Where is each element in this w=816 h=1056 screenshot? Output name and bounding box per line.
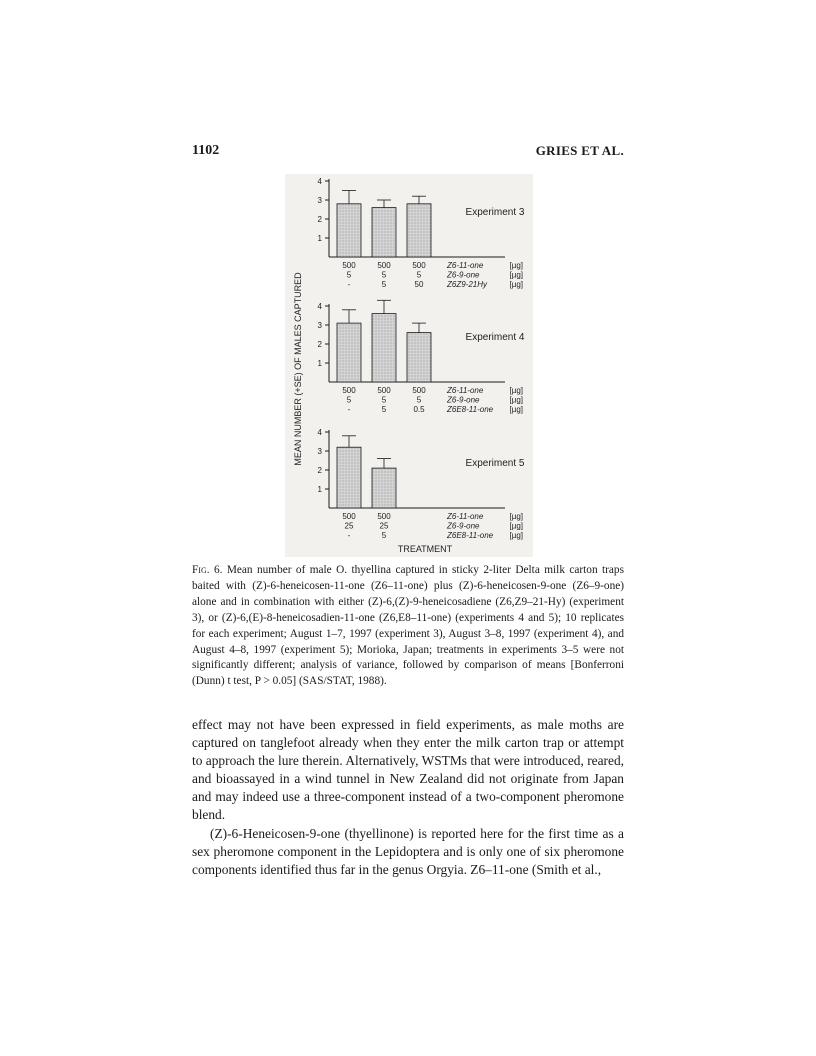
treatment-name: Z6-9-one [447,270,480,280]
bar [372,314,396,382]
treatment-unit: [µg] [509,280,523,289]
dose-label: 500 [412,386,426,395]
treatment-unit: [µg] [509,512,523,521]
dose-label: 500 [377,261,391,270]
treatment-unit: [µg] [509,395,523,405]
dose-label: - [347,531,351,540]
panel-experiment-3 [318,177,525,289]
treatment-name: Z6E8-11-one [447,405,494,414]
panel-title: Experiment 4 [465,332,525,344]
treatment-name: Z6-9-one [447,395,480,405]
dose-label: 500 [342,386,356,395]
treatment-name: Z6-11-one [447,386,484,395]
panel-experiment-4 [318,300,525,414]
dose-label: 5 [346,270,352,280]
body-text [192,716,624,879]
y-tick-label: 4 [317,177,322,186]
dose-label: 5 [381,395,387,405]
dose-label: 500 [377,386,391,395]
bar [337,447,361,508]
page-number: 1102 [192,143,220,158]
panel-title: Experiment 5 [465,458,525,470]
dose-label: - [347,280,351,289]
caption-label: Fig. 6. [192,564,223,576]
dose-label: 5 [381,270,387,280]
y-tick-label: 2 [317,466,322,475]
dose-label: 500 [377,512,391,521]
y-tick-label: 4 [317,428,322,437]
body-paragraph-1: effect may not have been expressed in field experiments, as male moths are captured on tanglefoot already when they enter the milk carton trap or attempt to approach the lure therein. Alternatively, WSTMs that were introduced, reared, and bioassayed in a wind tunnel in New Zealand did not originate from Japan and may indeed use a three-component instead of a two-component pheromone blend. [192,717,624,823]
dose-label: 500 [342,512,356,521]
treatment-unit: [µg] [509,270,523,280]
treatment-unit: [µg] [509,531,523,540]
body-paragraph-2: (Z)-6-Heneicosen-9-one (thyellinone) is reported here for the first time as a sex pheromone component in the Lepidoptera and is only one of six pheromone components identified thus far in the genus Orgyia. Z6–11-one (Smith et al., [192,825,624,877]
treatment-unit: [µg] [509,386,523,395]
dose-label: 5 [416,395,422,405]
y-tick-label: 2 [317,215,322,224]
dose-label: 5 [381,405,387,414]
y-tick-label: 3 [317,447,322,456]
dose-label: 5 [381,531,387,540]
panel-title: Experiment 3 [465,207,525,219]
bar [372,468,396,508]
figure-6 [285,174,533,557]
dose-label: 500 [342,261,356,270]
dose-label: - [347,405,351,414]
dose-label: 5 [381,280,387,289]
x-axis-label: TREATMENT [397,544,453,554]
bar [407,204,431,257]
dose-label: 25 [379,521,389,531]
bar [337,323,361,382]
treatment-unit: [µg] [509,261,523,270]
dose-label: 500 [412,261,426,270]
dose-label: 5 [346,395,352,405]
y-axis-label: MEAN NUMBER (+SE) OF MALES CAPTURED [293,272,303,466]
treatment-name: Z6-11-one [447,512,484,521]
y-tick-label: 1 [317,359,322,368]
y-tick-label: 3 [317,321,322,330]
dose-label: 50 [414,280,424,289]
y-tick-label: 1 [317,485,322,494]
bar [407,333,431,382]
y-tick-label: 1 [317,234,322,243]
treatment-unit: [µg] [509,405,523,414]
figure-caption [192,563,624,690]
caption-text: Mean number of male O. thyellina captured in sticky 2-liter Delta milk carton traps baited with (Z)-6-heneicosen-11-one (Z6–11-one) plus (Z)-6-heneicosen-9-one (Z6–9-one) alone and in combination with either (Z)-6,(Z)-9-heneicosadiene (Z6,Z9–21-Hy) (experiment 3), or (Z)-6,(E)-8-heneicosadien-11-one (Z6,E8–11-one) (experiments 4 and 5); 10 replicates for each experiment; August 1–7, 1997 (experiment 3), August 3–8, 1997 (experiment 4), and August 4–8, 1997 (experiment 5); Morioka, Japan; treatments in experiments 3–5 were not significantly different; analysis of variance, followed by comparison of means [Bonferroni (Dunn) t test, P > 0.05] (SAS/STAT, 1988). [192,564,624,688]
treatment-name: Z6-11-one [447,261,484,270]
dose-label: 5 [416,270,422,280]
dose-label: 25 [344,521,354,531]
treatment-name: Z6-9-one [447,521,480,531]
panel-experiment-5 [318,428,525,540]
running-head: GRIES ET AL. [535,143,624,158]
y-tick-label: 4 [317,302,322,311]
treatment-name: Z6Z9-21Hy [447,280,488,289]
treatment-name: Z6E8-11-one [447,531,494,540]
y-tick-label: 2 [317,340,322,349]
dose-label: 0.5 [413,405,425,414]
figure-6-chart [285,174,533,557]
y-tick-label: 3 [317,196,322,205]
treatment-unit: [µg] [509,521,523,531]
bar [337,204,361,257]
bar [372,208,396,257]
